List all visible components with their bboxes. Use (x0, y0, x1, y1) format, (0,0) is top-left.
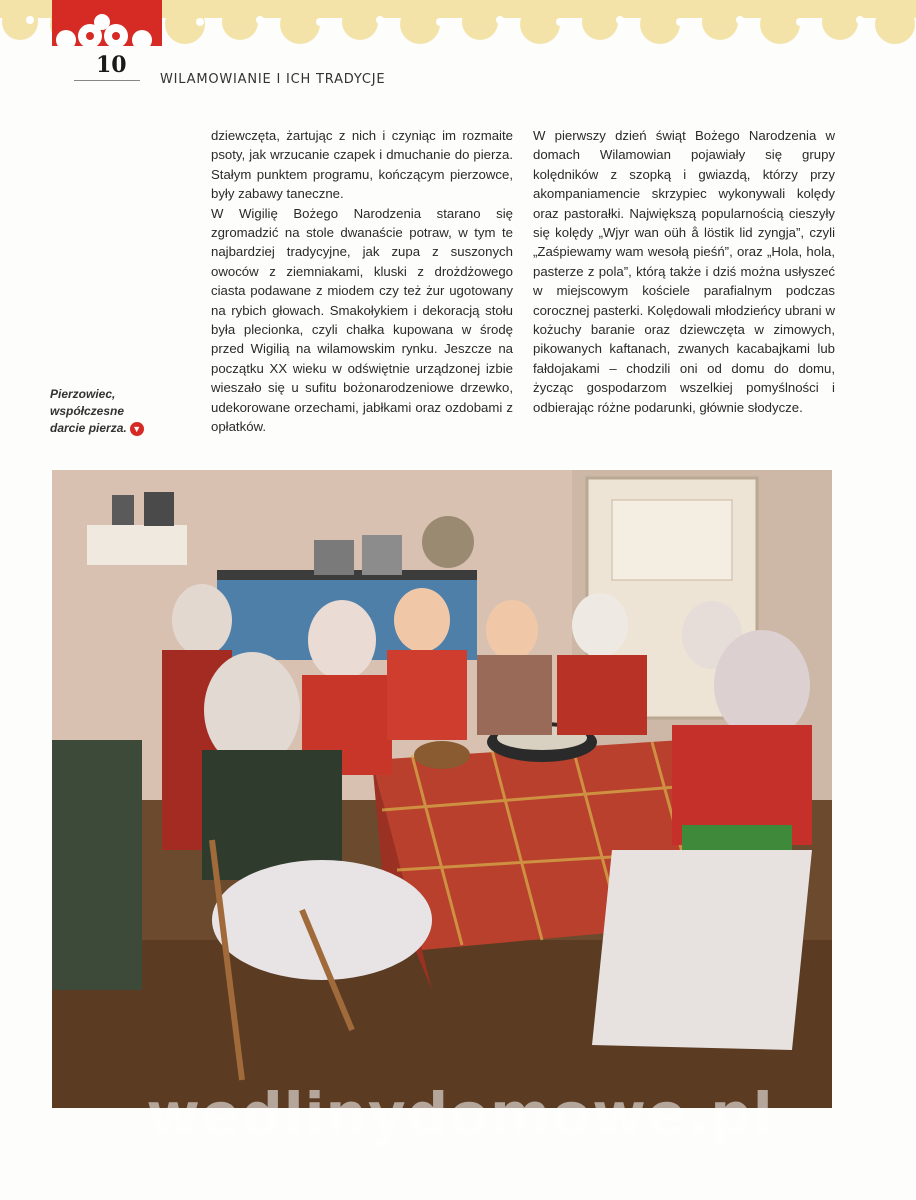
paragraph: dziewczęta, żartując z nich i czyniąc im rozmaite psoty, jak wrzucanie czapek i dmuchanie do pierza. Stałym punktem programu, kończącym pierzowce, były zabawy taneczne. (211, 128, 513, 202)
watermark: wedlinydomowe.pl (146, 1080, 774, 1148)
text-column-right (533, 126, 835, 417)
down-arrow-circle-icon: ▼ (130, 422, 144, 436)
header-rule (74, 80, 140, 81)
photo-feather-stripping (52, 470, 832, 1108)
caption-text: Pierzowiec, współczesne darcie pierza. (50, 387, 127, 435)
paragraph: W pierwszy dzień świąt Bożego Narodzenia w domach Wilamowian pojawiały się grupy kolędników z szopką i gwiazdą, którzy przy akompaniamencie skrzypiec wykonywali kolędy oraz pastorałki. Największą popularnością cieszyły się kolędy „Wjyr wan oüh å löstik lid zyngja”, czyli „Zaśpiewamy wam wesołą pieśń”, oraz „Hola, hola, pasterze z pola”, którą także i dziś można usłyszeć w miejscowym kościele parafialnym podczas corocznej pasterki. Kolędowali młodzieńcy ubrani w kożuchy baranie oraz dziewczęta w zimowych, pikowanych kaftanach, zwanych kacabajkami lub fałdojakami – chodzili oni od domu do domu, życząc gospodarzom wszelkiej pomyślności i odbierając różne podarunki, głównie słodycze. (533, 128, 835, 415)
paragraph: W Wigilię Bożego Narodzenia starano się zgromadzić na stole dwanaście potraw, w tym te najbardziej tradycyjne, jak zupa z suszonych owoców z ziemniakami, kluski z drożdżowego ciasta podawane z miodem czy też żur ugotowany na rybich głowach. Smakołykiem i dekoracją stołu była plecionka, czyli chałka kupowana w środę przed Wigilią na wilamowskim rynku. Jeszcze na początku XX wieku w odświętnie urządzonej izbie wieszało się u sufitu bożonarodzeniowe drzewko, udekorowane orzechami, jabłkami oraz ozdobami z opłatków. (211, 205, 513, 435)
running-head: WILAMOWIANIE I ICH TRADYCJE (160, 72, 386, 87)
photo-caption (50, 386, 150, 437)
text-column-left (211, 126, 513, 437)
page-number: 10 (96, 52, 127, 78)
page-number-tab (52, 0, 162, 46)
